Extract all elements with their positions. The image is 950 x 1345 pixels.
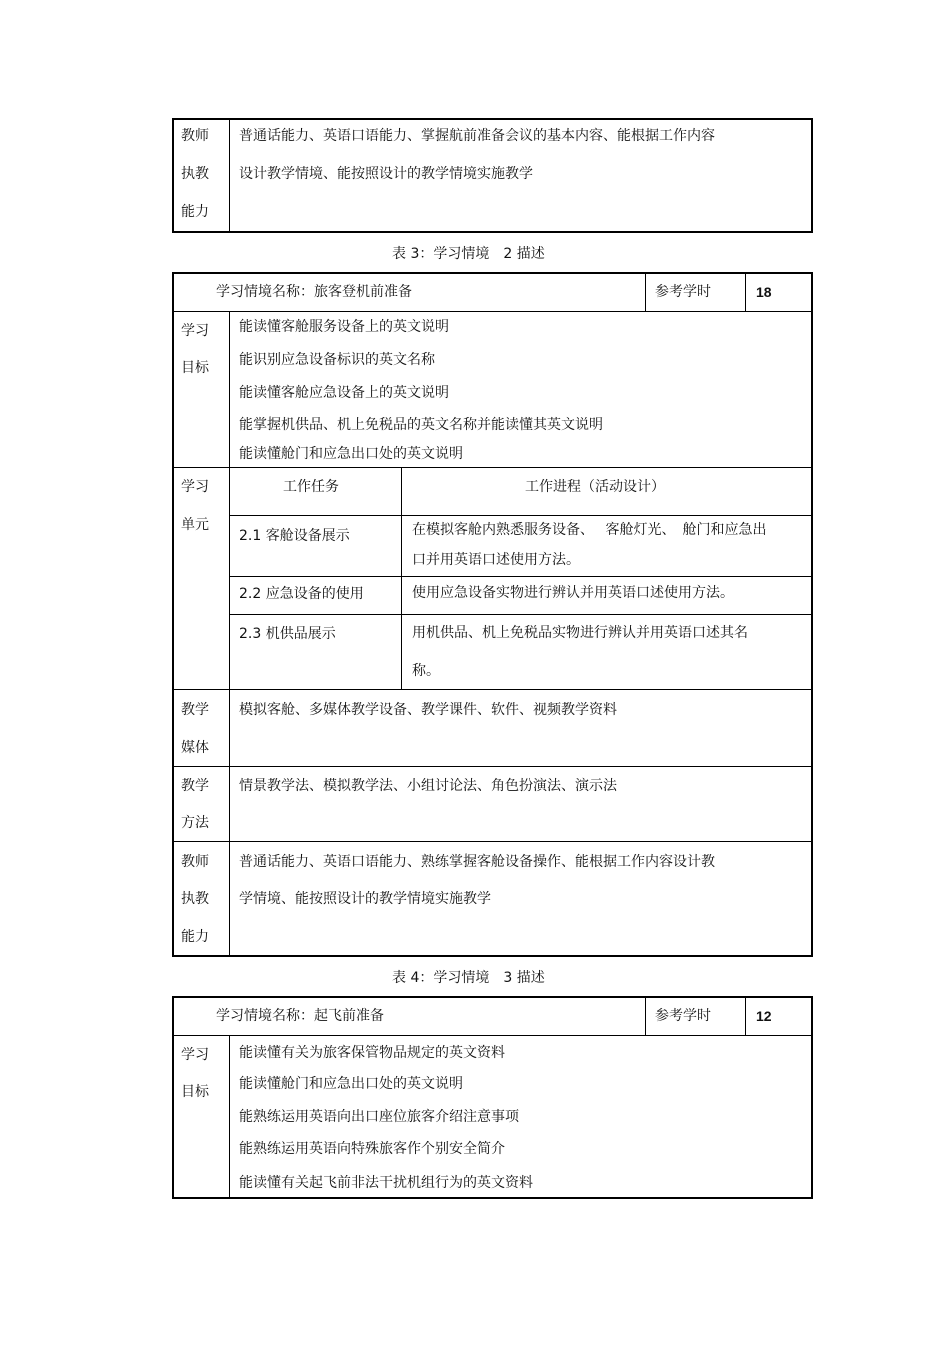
situation-name: 学习情境名称：起飞前准备	[216, 1008, 384, 1024]
row-label-line: 执教	[181, 166, 209, 182]
row-label-line: 教师	[181, 854, 209, 870]
situation-name: 学习情境名称：旅客登机前准备	[216, 284, 412, 300]
goal-item: 能熟练运用英语向出口座位旅客介绍注意事项	[239, 1109, 519, 1125]
ability-text-line: 设计教学情境、能按照设计的教学情境实施教学	[239, 166, 533, 182]
hours-label: 参考学时	[655, 284, 711, 300]
row-label-line: 目标	[181, 1084, 209, 1100]
column-header-task: 工作任务	[283, 479, 339, 495]
goal-item: 能掌握机供品、机上免税品的英文名称并能读懂其英文说明	[239, 417, 603, 433]
goal-item: 能熟练运用英语向特殊旅客作个别安全简介	[239, 1141, 505, 1157]
hours-value: 12	[756, 1008, 772, 1024]
unit-process-line: 口并用英语口述使用方法。	[412, 552, 580, 568]
row-label-line: 方法	[181, 815, 209, 831]
goal-item: 能读懂舱门和应急出口处的英文说明	[239, 446, 463, 462]
hours-label: 参考学时	[655, 1008, 711, 1024]
row-label-line: 能力	[181, 929, 209, 945]
unit-process-line: 使用应急设备实物进行辨认并用英语口述使用方法。	[412, 585, 734, 601]
unit-process-line: 称。	[412, 663, 440, 679]
row-label-line: 教学	[181, 702, 209, 718]
row-label-line: 学习	[181, 479, 209, 495]
row-label-line: 执教	[181, 891, 209, 907]
goal-item: 能读懂有关为旅客保管物品规定的英文资料	[239, 1045, 505, 1061]
row-label-line: 媒体	[181, 740, 209, 756]
ability-text-line: 普通话能力、英语口语能力、掌握航前准备会议的基本内容、能根据工作内容	[239, 128, 715, 144]
row-label-line: 能力	[181, 204, 209, 220]
table-caption: 表 3：学习情境 2 描述	[392, 246, 545, 262]
hours-value: 18	[756, 284, 772, 300]
row-label-line: 单元	[181, 517, 209, 533]
unit-task: 2.2 应急设备的使用	[239, 586, 364, 602]
row-label-line: 教学	[181, 778, 209, 794]
table-caption: 表 4：学习情境 3 描述	[392, 970, 545, 986]
unit-task: 2.3 机供品展示	[239, 626, 336, 642]
goal-item: 能识别应急设备标识的英文名称	[239, 352, 435, 368]
method-text: 情景教学法、模拟教学法、小组讨论法、角色扮演法、演示法	[239, 778, 617, 794]
unit-task: 2.1 客舱设备展示	[239, 528, 350, 544]
ability-text-line: 学情境、能按照设计的教学情境实施教学	[239, 891, 491, 907]
goal-item: 能读懂客舱应急设备上的英文说明	[239, 385, 449, 401]
goal-item: 能读懂客舱服务设备上的英文说明	[239, 319, 449, 335]
column-header-process: 工作进程（活动设计）	[525, 479, 665, 495]
ability-text-line: 普通话能力、英语口语能力、熟练掌握客舱设备操作、能根据工作内容设计教	[239, 854, 715, 870]
row-label-line: 教师	[181, 128, 209, 144]
unit-process-line: 用机供品、机上免税品实物进行辨认并用英语口述其名	[412, 625, 748, 641]
goal-item: 能读懂有关起飞前非法干扰机组行为的英文资料	[239, 1175, 533, 1191]
unit-process-line: 在模拟客舱内熟悉服务设备、 客舱灯光、 舱门和应急出	[412, 522, 767, 538]
row-label-line: 学习	[181, 323, 209, 339]
media-text: 模拟客舱、多媒体教学设备、教学课件、软件、视频教学资料	[239, 702, 617, 718]
goal-item: 能读懂舱门和应急出口处的英文说明	[239, 1076, 463, 1092]
row-label-line: 学习	[181, 1047, 209, 1063]
row-label-line: 目标	[181, 360, 209, 376]
